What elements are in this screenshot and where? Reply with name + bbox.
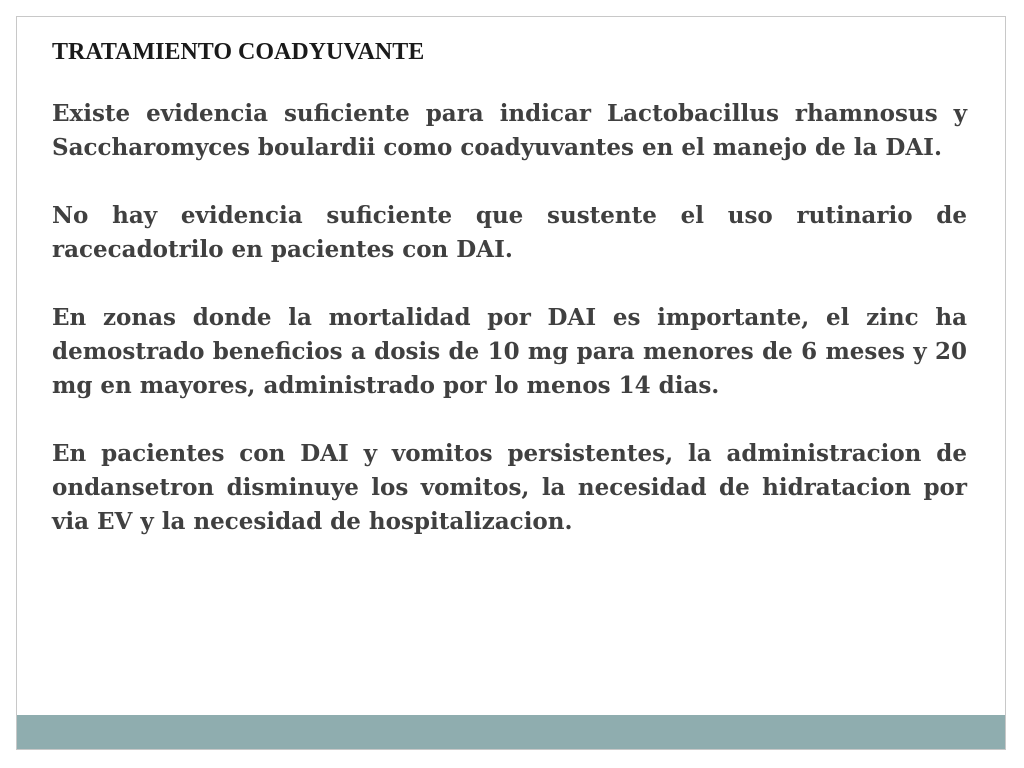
footer-band [17,715,1005,749]
paragraph-probiotics: Existe evidencia suficiente para indicar Lactobacillus rhamnosus y Saccharomyces boulardii como coadyuvantes en el manejo de la DAI. [52,100,967,161]
slide-title: TRATAMIENTO COADYUVANTE [52,39,425,65]
slide-frame [16,16,1006,750]
paragraph-racecadotril: No hay evidencia suficiente que sustente el uso rutinario de racecadotrilo en pacientes con DAI. [52,202,967,263]
slide-content [52,37,967,573]
paragraph-ondansetron: En pacientes con DAI y vomitos persistentes, la administracion de ondansetron disminuye los vomitos, la necesidad de hidratacion por via EV y la necesidad de hospitalizacion. [52,440,967,535]
paragraph-zinc: En zonas donde la mortalidad por DAI es importante, el zinc ha demostrado beneficios a dosis de 10 mg para menores de 6 meses y 20 mg en mayores, administrado por lo menos 14 dias. [52,304,967,399]
